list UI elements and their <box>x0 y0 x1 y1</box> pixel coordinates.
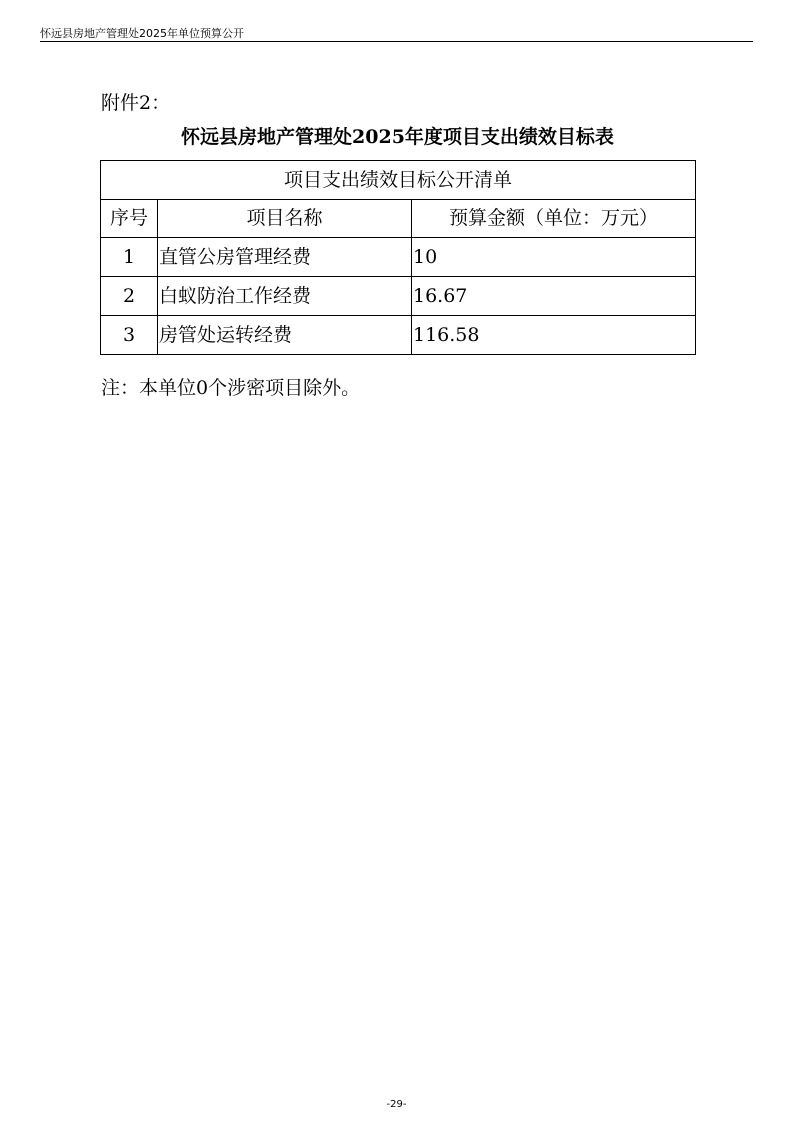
table-row <box>101 277 696 316</box>
row-number: 2 <box>101 277 158 316</box>
budget-amount: 116.58 <box>412 316 696 355</box>
column-header-number: 序号 <box>101 200 158 238</box>
row-number: 1 <box>101 238 158 277</box>
attachment-label: 附件2： <box>101 92 171 114</box>
document-title: 怀远县房地产管理处2025年度项目支出绩效目标表 <box>181 126 614 148</box>
header-divider <box>40 41 753 42</box>
column-header-budget-amount: 预算金额（单位：万元） <box>412 200 696 238</box>
footnote: 注：本单位0个涉密项目除外。 <box>101 377 361 399</box>
table-caption-row <box>101 161 696 200</box>
performance-target-table <box>100 160 696 355</box>
column-header-project-name: 项目名称 <box>158 200 412 238</box>
budget-amount: 10 <box>412 238 696 277</box>
table-row <box>101 238 696 277</box>
page-number: -29- <box>386 1099 407 1110</box>
budget-amount: 16.67 <box>412 277 696 316</box>
project-name: 房管处运转经费 <box>158 316 412 355</box>
row-number: 3 <box>101 316 158 355</box>
project-name: 直管公房管理经费 <box>158 238 412 277</box>
table-row <box>101 316 696 355</box>
table-caption: 项目支出绩效目标公开清单 <box>101 161 696 200</box>
project-name: 白蚁防治工作经费 <box>158 277 412 316</box>
running-header: 怀远县房地产管理处2025年单位预算公开 <box>40 27 244 40</box>
table-header-row <box>101 200 696 238</box>
